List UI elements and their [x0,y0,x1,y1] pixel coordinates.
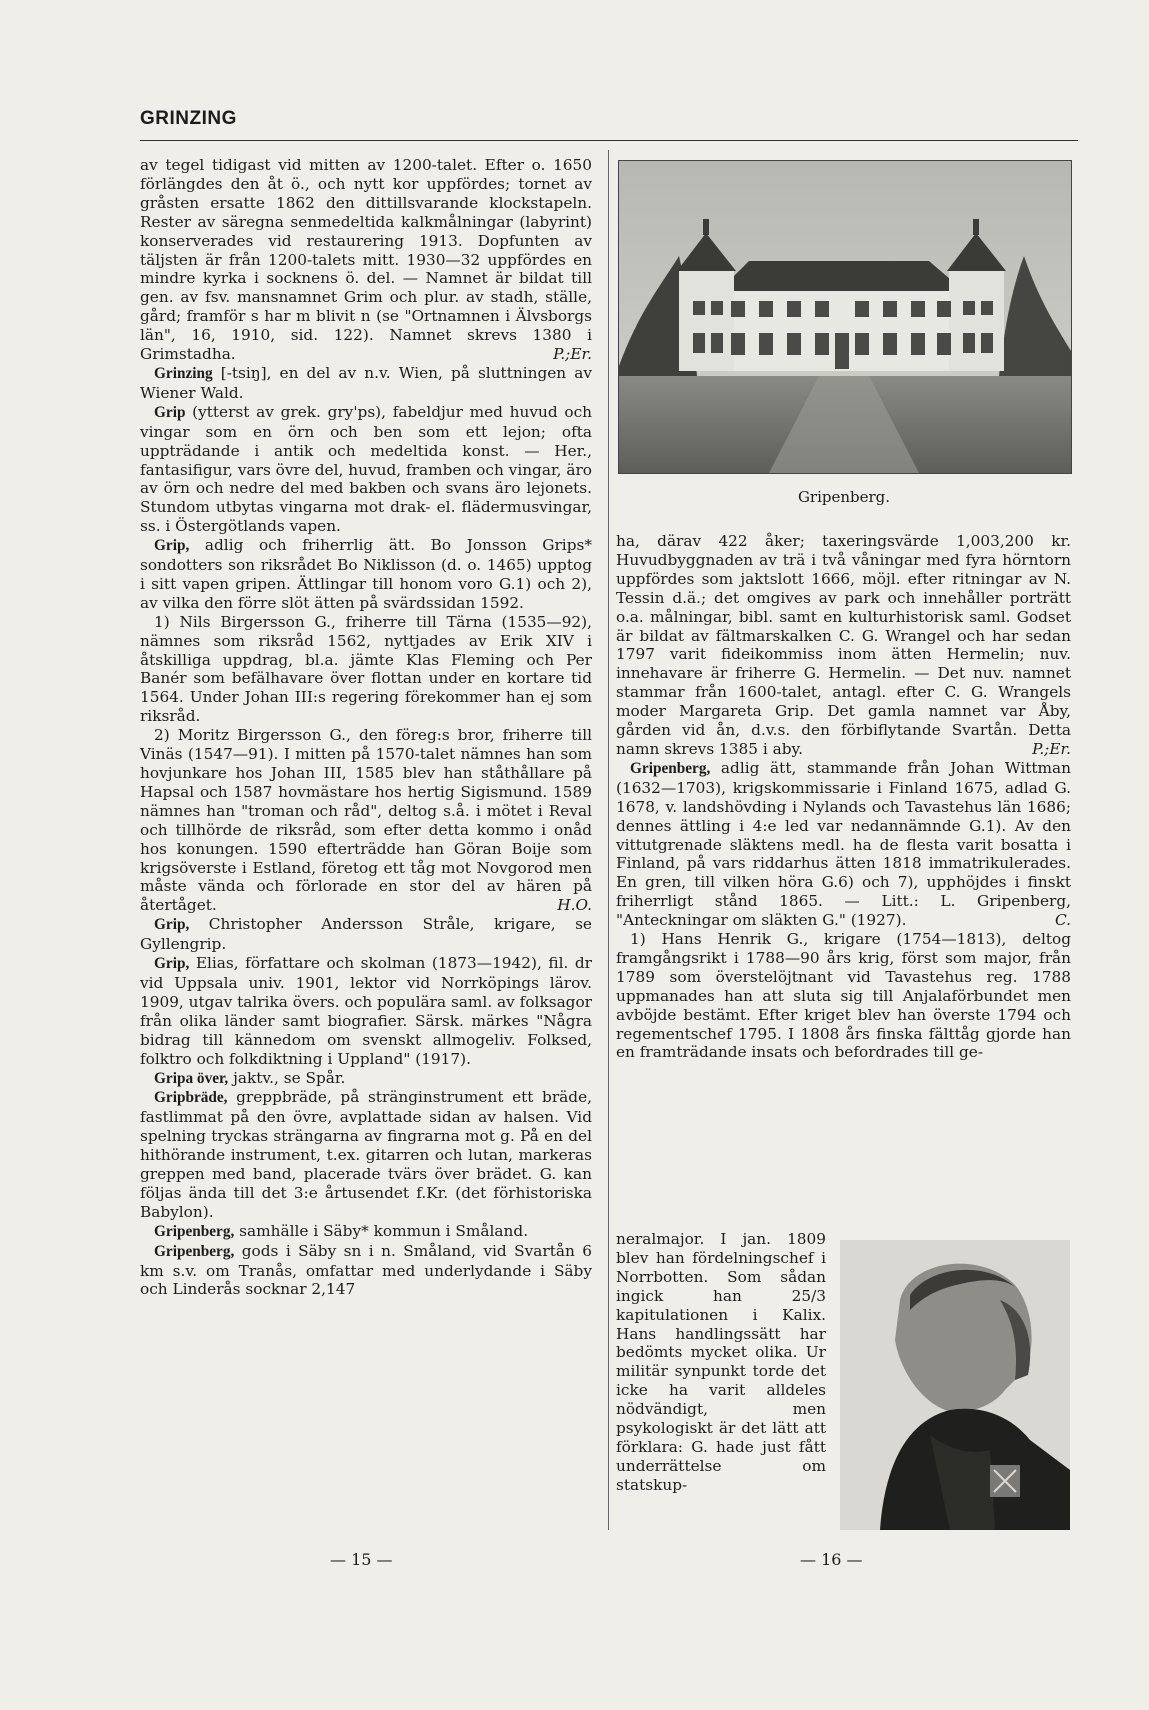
entry-text: ha, därav 422 åker; taxeringsvärde 1,003,200 kr. Huvudbyggnaden av trä i två våningar med fyra hörntorn uppfördes som jaktslott 1666, möjl. efter ritningar av N. Tessin d.ä.; det omgives av park och innehåller porträtt o.a. målningar, bibl. samt en kulturhistorisk saml. Godset är bildat av fältmarskalken C. G. Wrangel och har sedan 1797 varit fideikommiss inom ätten Hermelin; nuv. innehavare är friherre G. Hermelin. — Det nuv. namnet stammar från 1600-talet, antagl. efter C. G. Wrangels moder Margareta Grip. Det gamla namnet var Åby, gården vid ån, d.v.s. den förbiflytande Svartån. Detta namn skrevs 1385 i aby. [616,532,1071,758]
left-paragraph [140,915,592,954]
right-paragraph [616,759,1071,930]
right-paragraph [616,930,1071,1062]
entry-text: greppbräde, på stränginstrument ett bräde, fastlimmat på den övre, avplattade sidan av halsen. Vid spelning tryckas strängarna av fingrarna mot g. På en del hithörande instrument, t.ex. gitarren och lutan, markeras greppen med band, placerade tvärs över brädet. G. kan följas ända till det 3:e årtusendet f.Kr. (det förhistoriska Babylon). [140,1088,592,1221]
left-paragraph [140,613,592,726]
entry-text: adlig och friherrlig ätt. Bo Jonsson Grips* sondotters son riksrådet Bo Niklisson (d. o. 1465) upptog i sitt vapen gripen. Ättlingar till honom voro G.1) och 2), av vilka den förre slöt ätten på svärdssidan 1592. [140,536,592,612]
left-paragraph [140,156,592,364]
entry-text: adlig ätt, stammande från Johan Wittman (1632—1703), krigskommissarie i Finland 1675, adlad G. 1678, v. landshövding i Nylands och Tavastehus län 1686; dennes ättling i 4:e led var nedannämnde G.1). Av den vittutgrenade släktens medl. ha de flesta varit bosatta i Finland, på vars riddarhus ätten 1818 immatrikulerades. En gren, till vilken höra G.6) och 7), upphöjdes i finskt friherrligt stånd 1865. — Litt.: L. Gripenberg, "Anteckningar om släkten G." (1927). [616,758,1071,930]
column-rule [608,150,609,1530]
entry-headword: Grip, [154,537,190,555]
photo-caption: Gripenberg. [797,488,891,506]
entry-text: gods i Säby sn i n. Småland, vid Svartån 6 km s.v. om Tranås, omfattar med underlydande i Säby och Linderås socknar 2,147 [140,1241,592,1299]
entry-headword: Gripbräde, [154,1089,228,1107]
left-paragraph [140,403,592,536]
left-paragraph [140,1088,592,1221]
left-paragraph [140,1222,592,1242]
entry-headword: Grip, [154,916,190,934]
entry-text: 2) Moritz Birgersson G., den föreg:s bror, friherre till Vinäs (1547—91). I mitten på 1570-talet nämnes han som hovjunkare hos Johan III, 1585 blev han ståthållare på Hapsal och 1587 hovmästare hos hertig Sigismund. 1589 nämnes han "troman och råd", deltog s.å. i mötet i Reval och tillhörde de riksråd, som efter detta kommo i onåd hos konungen. 1590 efterträdde han Göran Boije som krigsöverste i Estland, företog ett tåg mot Novgorod men måste vända och förlorade en stor del av hären på återtåget. [140,726,592,915]
entry-headword: Gripenberg, [154,1222,235,1240]
entry-headword: Grip [154,403,186,421]
entry-text: Elias, författare och skolman (1873—1942), fil. dr vid Uppsala univ. 1901, lektor vid Norrköpings lärov. 1909, utgav talrika övers. och populära saml. av folksagor från olika länder samt biografier. Särsk. märkes "Några bidrag till kännedom om svenskt allmogeliv. Folksed, folktro och folkdiktning i Uppland" (1917). [140,954,592,1068]
entry-text: 1) Nils Birgersson G., friherre till Tärna (1535—92), nämnes som riksråd 1562, nyttjades av Erik XIV i åtskilliga uppdrag, bl.a. jämte Klas Fleming och Per Banér som befälhavare över flottan under en kortare tid 1564. Under Johan III:s regering förekommer han ej som riksråd. [140,612,592,726]
folio-left: — 15 — [330,1550,393,1569]
left-paragraph [140,954,592,1068]
left-column [140,156,592,1299]
author-signature: P.;Er. [553,345,592,364]
entry-text: samhälle i Säby* kommun i Småland. [234,1221,529,1240]
author-signature: C. [1054,911,1071,930]
entry-headword: Gripenberg, [630,759,711,777]
entry-text: av tegel tidigast vid mitten av 1200-talet. Efter o. 1650 förlängdes den åt ö., och nytt kor uppfördes; tornet av gråsten ersatte 1862 den dittillsvarande klockstapeln. Rester av säregna senmedeltida kalkmålningar (labyrint) konserverades vid restaurering 1913. Dopfunten av täljsten är från 1200-talets mitt. 1930—32 uppfördes en mindre kyrka i socknens ö. del. — Namnet är bildat till gen. av fsv. mansnamnet Grim och plur. av stadh, ställe, gård; framför s har m blivit n (se "Ortnamnen i Älvsborgs län", 16, 1910, sid. 122). Namnet skrevs 1380 i Grimstadha. [140,156,592,364]
right-column [616,532,1071,1062]
left-paragraph [140,364,592,403]
entry-text: 1) Hans Henrik G., krigare (1754—1813), deltog framgångsrikt i 1788—90 års krig, först som major, från 1789 som överstelöjtnant vid Tavastehus reg. 1788 uppmanades han att sluta sig till Anjalaförbundet men avböjde bestämt. Efter kriget blev han överste 1794 och regementschef 1795. I 1808 års finska fälttåg gjorde han en framträdande insats och befordrades till ge- [616,930,1071,1062]
entry-text: Christopher Andersson Stråle, krigare, se Gyllengrip. [140,915,592,954]
entry-text: [-tsiŋ], en del av n.v. Wien, på sluttningen av Wiener Wald. [140,363,592,402]
entry-text: jaktv., se Spår. [228,1068,346,1087]
running-header: GRINZING [140,108,237,129]
portrait-wrap-text: neralmajor. I jan. 1809 blev han fördelningschef i Norrbotten. Som sådan ingick han 25/3 kapitulationen i Kalix. Hans handlingssätt har bedömts mycket olika. Ur militär synpunkt torde det icke ha varit alldeles nödvändigt, men psykologiskt är det lätt att förklara: G. hade just fått underrättelse om statskup- [616,1230,826,1494]
author-signature: H.O. [557,896,592,915]
entry-headword: Grip, [154,955,190,973]
header-rule [140,140,1078,141]
left-paragraph [140,536,592,613]
entry-headword: Gripa över, [154,1069,229,1087]
folio-right: — 16 — [800,1550,863,1569]
right-paragraph [616,532,1071,759]
entry-headword: Grinzing [154,364,213,382]
entry-headword: Gripenberg, [154,1242,235,1260]
left-paragraph [140,1242,592,1300]
left-paragraph [140,1069,592,1089]
portrait-image [840,1240,1070,1530]
left-paragraph [140,726,592,915]
entry-text: (ytterst av grek. gry'ps), fabeldjur med huvud och vingar som en örn och ben som ett lejon; ofta uppträdande i antik och medeltida konst. — Her., fantasifigur, vars övre del, huvud, framben och vingar, äro av örn och nedre del med bakben och svans äro lejonets. Stundom utbytas vingarna mot drak- el. flädermusvingar, ss. i Östergötlands vapen. [140,402,592,536]
gripenberg-photo [618,160,1072,474]
author-signature: P.;Er. [1032,739,1071,758]
